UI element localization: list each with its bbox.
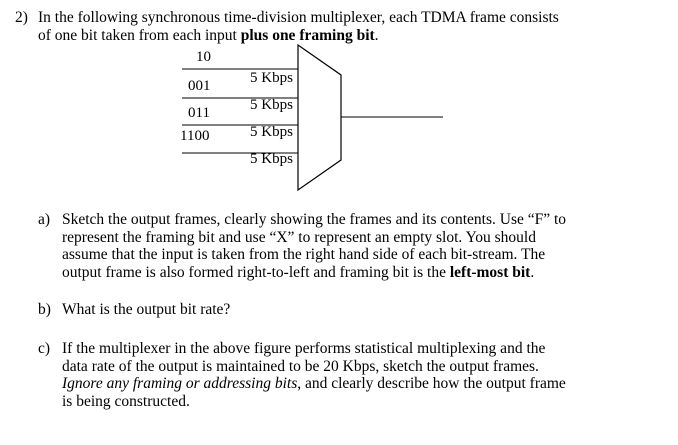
question-line-2: of one bit taken from each input plus one framing bit.: [38, 27, 379, 44]
input-bits-1: 10: [196, 49, 211, 65]
question-number: 2): [15, 9, 28, 26]
part-c-italic-phrase: Ignore any framing or addressing bits: [62, 375, 298, 392]
part-b-text: What is the output bit rate?: [62, 301, 231, 318]
part-c-text: [62, 340, 592, 410]
input-bits-4: 1100: [180, 128, 210, 144]
part-c-line-1: If the multiplexer in the above figure performs statistical multiplexing and the: [62, 340, 546, 357]
input-rate-2: 5 Kbps: [250, 97, 293, 113]
input-bits-2: 001: [188, 78, 211, 94]
part-a-line-4: output frame is also formed right-to-left and framing bit is the left-most bit.: [62, 263, 535, 281]
part-a-label: a): [38, 211, 51, 228]
part-c-line-3: Ignore any framing or addressing bits, and clearly describe how the output frame: [62, 375, 566, 392]
question-line-1: In the following synchronous time-division multiplexer, each TDMA frame consists: [38, 9, 559, 26]
input-rate-3: 5 Kbps: [250, 124, 293, 140]
part-a-line-1: Sketch the output frames, clearly showing the frames and its contents. Use “F” to: [62, 211, 567, 228]
part-a-bold-phrase: left-most bit: [449, 263, 531, 281]
part-b-label: b): [38, 301, 51, 318]
part-a-line-3: assume that the input is taken from the right hand side of each bit-stream. The: [62, 246, 546, 263]
part-a-line-2: represent the framing bit and use “X” to represent an empty slot. You should: [62, 228, 536, 246]
multiplexer-shape: [298, 45, 341, 190]
part-c-line-4: is being constructed.: [62, 392, 190, 410]
input-rate-4: 5 Kbps: [250, 151, 293, 167]
part-c-line-2: data rate of the output is maintained to be 20 Kbps, sketch the output frames.: [62, 357, 539, 375]
input-rate-1: 5 Kbps: [250, 70, 293, 86]
part-c-label: c): [38, 340, 51, 357]
question-bold-phrase: plus one framing bit: [240, 27, 375, 44]
input-bits-3: 011: [188, 105, 210, 121]
part-a-text: [62, 211, 592, 281]
